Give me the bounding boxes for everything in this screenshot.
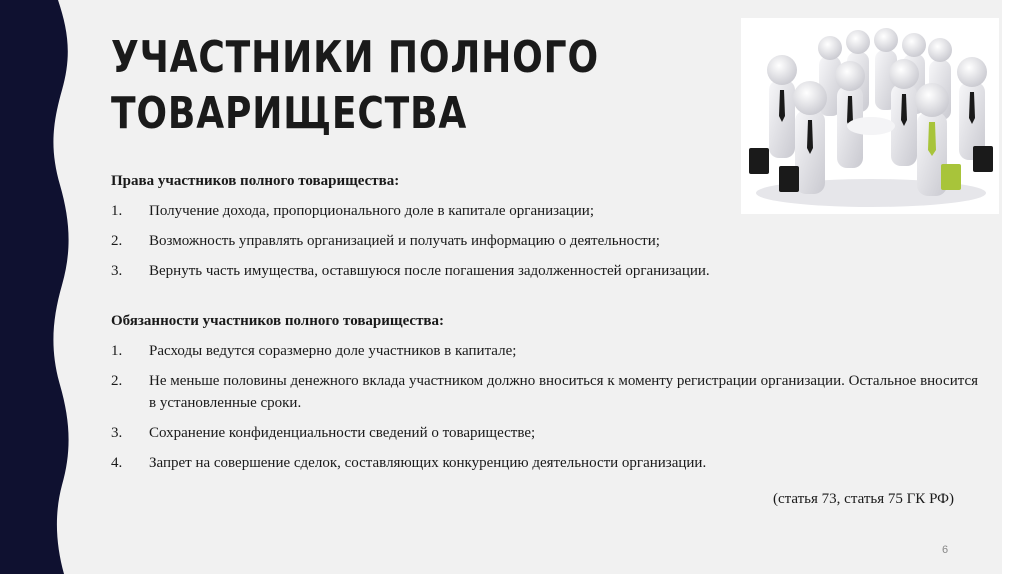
list-item-text: Запрет на совершение сделок, составляющих конкуренцию деятельности организации. — [149, 455, 707, 471]
list-item-number: 2. — [111, 373, 123, 389]
list-item-number: 2. — [111, 233, 123, 249]
list-item — [111, 370, 981, 414]
list-item-number: 3. — [111, 425, 123, 441]
list-item-text: Получение дохода, пропорционального доле в капитале организации; — [149, 203, 594, 219]
list-item-number: 3. — [111, 263, 123, 279]
source-citation: (статья 73, статья 75 ГК РФ) — [772, 491, 954, 507]
list-item-text: Сохранение конфиденциальности сведений о товариществе; — [149, 425, 536, 441]
list-item — [111, 200, 981, 222]
slide-body — [111, 170, 981, 474]
list-item — [111, 340, 981, 362]
list-item-text: Расходы ведутся соразмерно доле участников в капитале; — [149, 343, 517, 359]
duties-heading: Обязанности участников полного товарищества: — [111, 313, 445, 329]
list-item-text: Вернуть часть имущества, оставшуюся после погашения задолженностей организации. — [149, 263, 710, 279]
slide-title-line-1: УЧАСТНИКИ ПОЛНОГО — [111, 32, 599, 83]
slide-title-line-2: ТОВАРИЩЕСТВА — [111, 88, 468, 139]
list-item-text: Возможность управлять организацией и получать информацию о деятельности; — [149, 233, 660, 249]
slide-title — [111, 30, 603, 142]
rights-list — [111, 200, 981, 282]
list-item — [111, 422, 981, 444]
list-item — [111, 260, 981, 282]
list-item — [111, 230, 981, 252]
list-item-text: Не меньше половины денежного вклада участником должно вноситься к моменту регистрации организации. Остальное вносится в установленные сроки. — [149, 373, 979, 411]
wave-band-decoration — [0, 0, 80, 574]
list-item — [111, 452, 981, 474]
page-number: 6 — [942, 544, 949, 556]
list-item-number: 4. — [111, 455, 123, 471]
list-item-number: 1. — [111, 203, 123, 219]
list-item-number: 1. — [111, 343, 123, 359]
rights-heading: Права участников полного товарищества: — [111, 173, 400, 189]
duties-list — [111, 340, 981, 474]
